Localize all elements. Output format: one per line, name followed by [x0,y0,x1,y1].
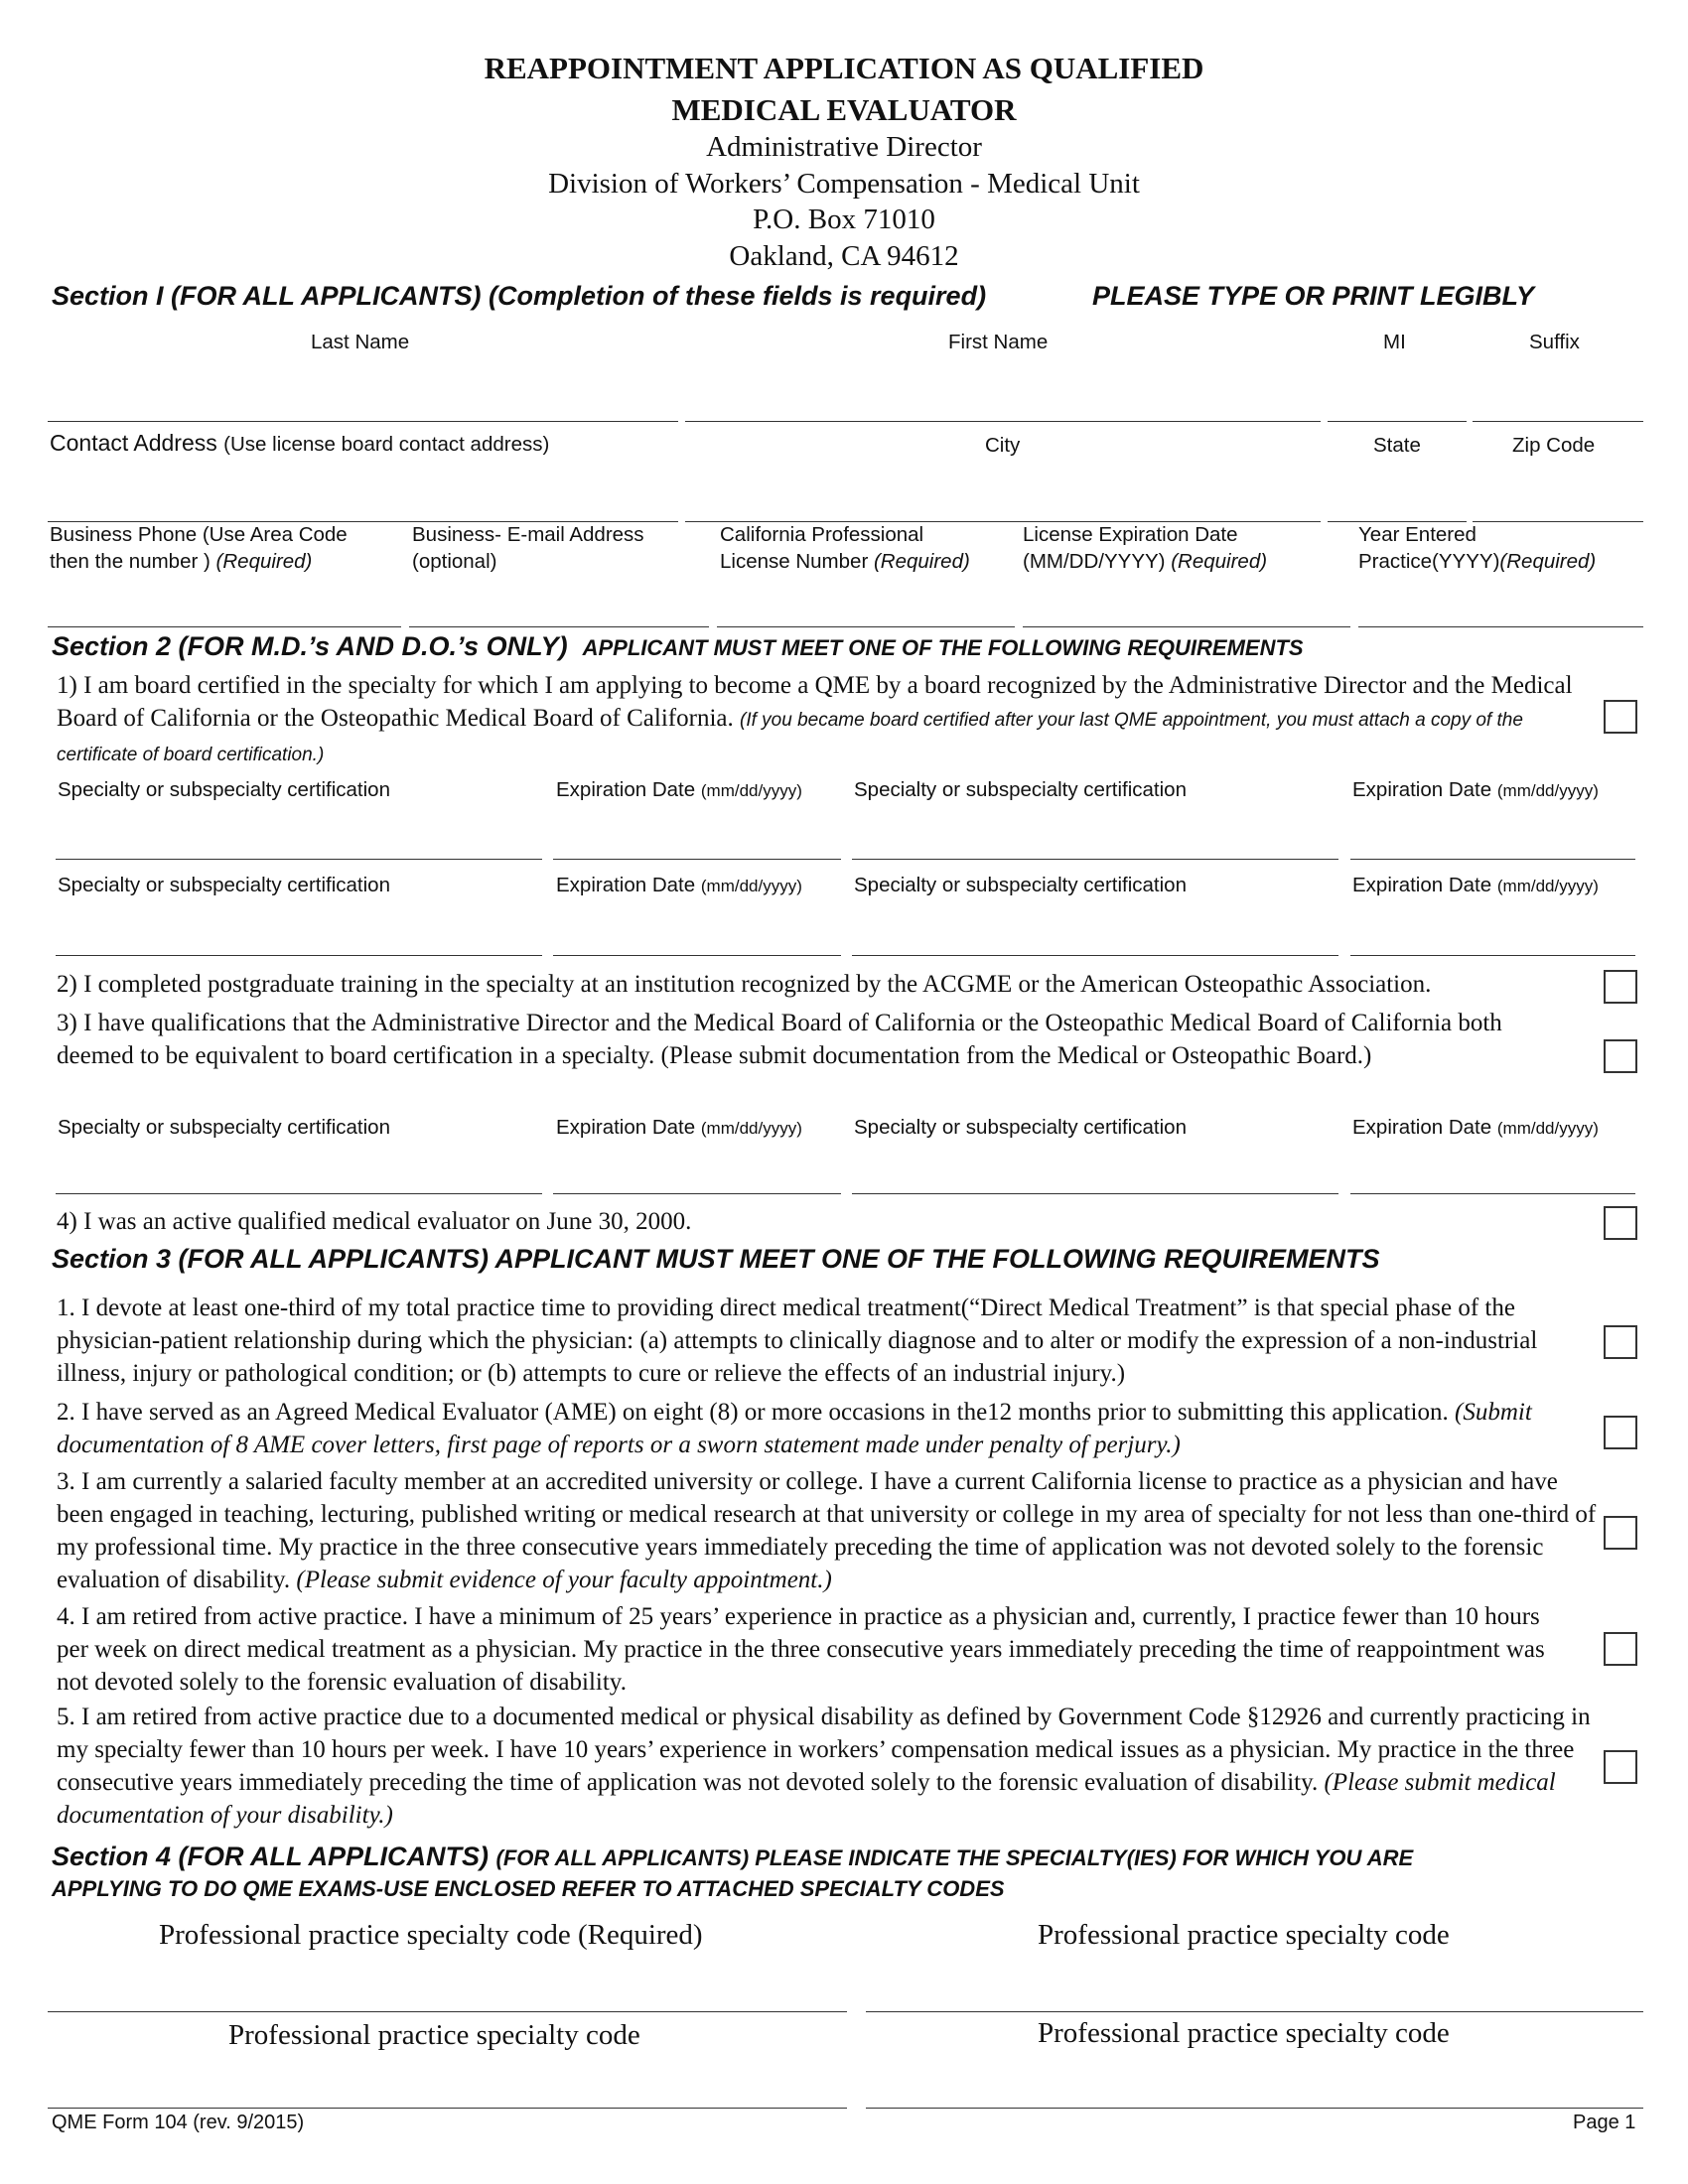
section-4-heading: Section 4 (FOR ALL APPLICANTS) (FOR ALL APPLICANTS) PLEASE INDICATE THE SPECIALTY(IES) FOR WHICH YOU ARE [52,1842,1414,1871]
form-title-line-1: REAPPOINTMENT APPLICATION AS QUALIFIED [484,51,1204,85]
specialty-field-2[interactable] [852,859,1338,860]
license-expiration-field[interactable] [1023,626,1350,627]
specialty-label-3: Specialty or subspecialty certification [58,874,390,896]
state-label: State [1373,434,1421,457]
s2-item-1-checkbox[interactable] [1604,700,1637,734]
first-name-field[interactable] [685,421,1321,422]
business-phone-field[interactable] [48,626,401,627]
section-3-heading: Section 3 (FOR ALL APPLICANTS) APPLICANT MUST MEET ONE OF THE FOLLOWING REQUIREMENTS [52,1244,1380,1274]
expiration-label-1: Expiration Date (mm/dd/yyyy) [556,778,802,801]
suffix-field[interactable] [1473,421,1643,422]
specialty-code-label-4: Professional practice specialty code [1038,2017,1450,2049]
s2-item-4-checkbox[interactable] [1604,1206,1637,1240]
specialty-field-6[interactable] [852,1193,1338,1194]
s3-item-2-checkbox[interactable] [1604,1416,1637,1449]
s3-item-5-checkbox[interactable] [1604,1750,1637,1784]
last-name-label: Last Name [311,331,410,353]
form-title-line-2: MEDICAL EVALUATOR [671,92,1017,127]
s3-item-2-text: 2. I have served as an Agreed Medical Evaluator (AME) on eight (8) or more occasions in the12 months prior to submitting this application. (Submit documentation of 8 AME cover letters, first page of reports or a sworn statement made under penalty of perjury.) [57,1399,1532,1458]
s3-item-4-text: 4. I am retired from active practice. I have a minimum of 25 years’ experience in practice as a physician and, currently, I practice fewer than 10 hours per week on direct medical treatment as a physician. My practice in the three consecutive years immediately preceding the time of reappointment was not devoted solely to the forensic evaluation of disability. [57,1603,1545,1696]
s3-item-3-checkbox[interactable] [1604,1516,1637,1550]
specialty-code-field-2[interactable] [866,2011,1643,2012]
last-name-field[interactable] [48,421,678,422]
specialty-label-5: Specialty or subspecialty certification [58,1116,390,1139]
specialty-field-4[interactable] [852,955,1338,956]
specialty-code-label-2: Professional practice specialty code [1038,1919,1450,1951]
expiration-field-5[interactable] [553,1193,841,1194]
s3-item-4-checkbox[interactable] [1604,1632,1637,1666]
specialty-field-3[interactable] [56,955,542,956]
section-4-subheading: APPLYING TO DO QME EXAMS-USE ENCLOSED REFER TO ATTACHED SPECIALTY CODES [52,1876,1005,1901]
business-phone-label: Business Phone (Use Area Code then the number ) (Required) [50,523,348,573]
zip-label: Zip Code [1512,434,1596,457]
business-email-field[interactable] [409,626,709,627]
s3-item-5-text: 5. I am retired from active practice due to a documented medical or physical disability as defined by Government Code §12926 and currently practicing in my specialty fewer than 10 hours per week. I have 10 years’ experience in workers’ compensation medical issues as a physician. My practice in the three consecutive years immediately preceding the time of application was not devoted solely to the forensic evaluation of disability. (Please submit medical documentation of your disability.) [57,1704,1591,1829]
specialty-label-6: Specialty or subspecialty certification [854,1116,1187,1139]
header-line-1: Administrative Director [706,131,982,163]
expiration-label-2: Expiration Date (mm/dd/yyyy) [1352,778,1599,801]
specialty-code-required-label: Professional practice specialty code (Required) [159,1919,703,1951]
specialty-code-label-3: Professional practice specialty code [228,2019,640,2051]
s2-item-2-checkbox[interactable] [1604,970,1637,1004]
expiration-field-6[interactable] [1350,1193,1635,1194]
section-1-heading: Section I (FOR ALL APPLICANTS) (Completion of these fields is required) [52,281,987,311]
expiration-label-4: Expiration Date (mm/dd/yyyy) [1352,874,1599,896]
expiration-field-4[interactable] [1350,955,1635,956]
suffix-label: Suffix [1529,331,1580,353]
year-entered-label: Year Entered Practice(YYYY)(Required) [1358,523,1597,573]
s3-item-1-checkbox[interactable] [1604,1325,1637,1359]
specialty-field-1[interactable] [56,859,542,860]
specialty-label-2: Specialty or subspecialty certification [854,778,1187,801]
license-number-label: California Professional License Number (Required) [720,523,970,573]
page-number: Page 1 [1573,2112,1636,2133]
business-email-label: Business- E-mail Address (optional) [412,523,644,573]
s2-item-3-text: 3) I have qualifications that the Administrative Director and the Medical Board of California or the Osteopathic Medical Board of California both deemed to be equivalent to board certification in a specialty. (Please submit documentation from the Medical or Osteopathic Board.) [57,1010,1502,1069]
city-label: City [985,434,1021,457]
expiration-label-6: Expiration Date (mm/dd/yyyy) [1352,1116,1599,1139]
s2-item-1-text: 1) I am board certified in the specialty for which I am applying to become a QME by a board recognized by the Administrative Director and the Medical Board of California or the Osteopathic Medical Board of California. (If you became board certified after your last QME appointment, you must attach a copy of the certificate of board certification.) [57,672,1573,765]
header-line-4: Oakland, CA 94612 [729,240,959,272]
specialty-label-1: Specialty or subspecialty certification [58,778,390,801]
s2-item-3-checkbox[interactable] [1604,1039,1637,1073]
specialty-code-field-1[interactable] [48,2011,847,2012]
expiration-field-3[interactable] [553,955,841,956]
s3-item-1-text: 1. I devote at least one-third of my total practice time to providing direct medical treatment(“Direct Medical Treatment” is that special phase of the physician-patient relationship during which the physician: (a) attempts to clinically diagnose and to alter or modify the expression of a non-industrial illness, injury or pathological condition; or (b) attempts to cure or relieve the effects of an industrial injury.) [57,1295,1538,1387]
section-2-heading: Section 2 (FOR M.D.’s AND D.O.’s ONLY) APPLICANT MUST MEET ONE OF THE FOLLOWING REQUIREMENTS [52,631,1304,661]
expiration-field-1[interactable] [553,859,841,860]
s2-item-4-text: 4) I was an active qualified medical evaluator on June 30, 2000. [57,1208,692,1235]
s3-item-3-text: 3. I am currently a salaried faculty member at an accredited university or college. I have a current California license to practice as a physician and have been engaged in teaching, lecturing, published writing or medical research at that university or college in my area of specialty for not less than one-third of my professional time. My practice in the three consecutive years immediately preceding the time of application was not devoted solely to the forensic evaluation of disability. (Please submit evidence of your faculty appointment.) [57,1468,1597,1593]
license-number-field[interactable] [717,626,1015,627]
header-line-2: Division of Workers’ Compensation - Medical Unit [548,168,1140,200]
license-expiration-label: License Expiration Date (MM/DD/YYYY) (Required) [1023,523,1268,573]
header-line-3: P.O. Box 71010 [753,204,935,235]
expiration-label-5: Expiration Date (mm/dd/yyyy) [556,1116,802,1139]
expiration-field-2[interactable] [1350,859,1635,860]
first-name-label: First Name [948,331,1049,353]
specialty-code-field-3[interactable] [48,2108,847,2109]
specialty-field-5[interactable] [56,1193,542,1194]
print-legibly-notice: PLEASE TYPE OR PRINT LEGIBLY [1092,281,1535,311]
expiration-label-3: Expiration Date (mm/dd/yyyy) [556,874,802,896]
specialty-code-field-4[interactable] [866,2108,1643,2109]
year-entered-field[interactable] [1358,626,1643,627]
mi-field[interactable] [1328,421,1467,422]
form-number: QME Form 104 (rev. 9/2015) [52,2112,305,2133]
mi-label: MI [1383,331,1406,353]
specialty-label-4: Specialty or subspecialty certification [854,874,1187,896]
contact-address-label: Contact Address (Use license board contact address) [50,430,550,456]
s2-item-2-text: 2) I completed postgraduate training in the specialty at an institution recognized by the ACGME or the American Osteopathic Association. [57,971,1432,998]
